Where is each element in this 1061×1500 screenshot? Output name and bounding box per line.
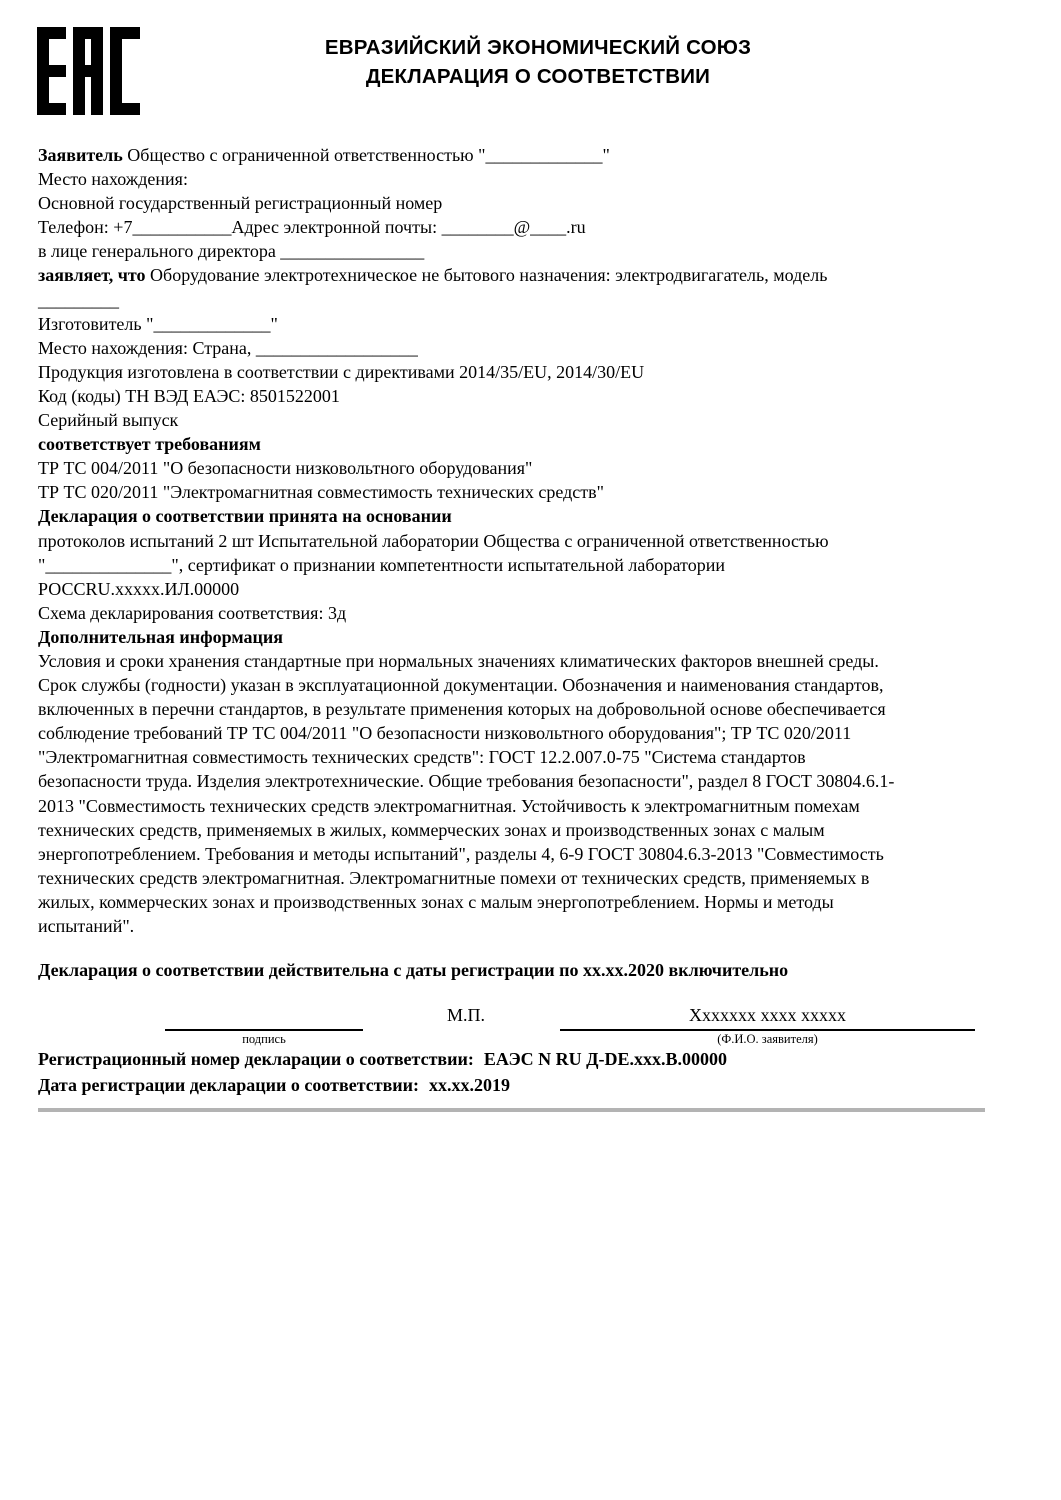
registration-date-label: Дата регистрации декларации о соответствии: bbox=[38, 1075, 420, 1095]
doc-line-additional-info: включенных в перечни стандартов, в результате применения которых на добровольной основе обеспечивается bbox=[38, 699, 886, 720]
doc-line-directives: Продукция изготовлена в соответствии с директивами 2014/35/EU, 2014/30/EU bbox=[38, 361, 645, 382]
applicant-name-caption: (Ф.И.О. заявителя) bbox=[717, 1032, 818, 1046]
doc-line-basis-heading: Декларация о соответствии принята на основании bbox=[38, 506, 452, 527]
stamp-place-label: М.П. bbox=[447, 1005, 486, 1025]
doc-line-additional-info: соблюдение требований ТР ТС 004/2011 "О безопасности низковольтного оборудования"; ТР ТС 020/2011 bbox=[38, 723, 852, 744]
document-body bbox=[38, 143, 1043, 938]
doc-line-lab-certificate: "______________", сертификат о признании компетентности испытательной лаборатории bbox=[38, 554, 725, 575]
doc-line-lab-number: РОССRU.ххххх.ИЛ.00000 bbox=[38, 578, 240, 599]
doc-line-manufacturer: Изготовитель "_____________" bbox=[38, 313, 278, 334]
doc-line-test-protocols: протоколов испытаний 2 шт Испытательной лаборатории Общества с ограниченной ответственностью bbox=[38, 530, 829, 551]
doc-line-additional-info: технических средств, применяемых в жилых, коммерческих зонах и производственных зонах с малым bbox=[38, 819, 825, 840]
registration-date-line bbox=[38, 1072, 1043, 1098]
doc-line-additional-info: жилых, коммерческих зонах и производственных зонах с малым энергопотреблением. Нормы и методы bbox=[38, 891, 834, 912]
registration-number-value: ЕАЭС N RU Д-DE.xxx.B.00000 bbox=[483, 1049, 728, 1069]
doc-line-tnved-code: Код (коды) ТН ВЭД ЕАЭС: 8501522001 bbox=[38, 385, 340, 406]
doc-line-tr-ts-004: ТР ТС 004/2011 "О безопасности низковольтного оборудования" bbox=[38, 458, 533, 479]
doc-line-additional-info-heading: Дополнительная информация bbox=[38, 626, 283, 647]
doc-line-declaration-scheme: Схема декларирования соответствия: 3д bbox=[38, 602, 347, 623]
doc-line-additional-info: Срок службы (годности) указан в эксплуатационной документации. Обозначения и наименования стандартов, bbox=[38, 675, 884, 696]
doc-line-location-label: Место нахождения: bbox=[38, 169, 188, 190]
registration-number-line bbox=[38, 1046, 1043, 1072]
applicant-name-placeholder: Ххххххх хххх ххххх bbox=[689, 1005, 846, 1025]
signature-line bbox=[165, 1029, 363, 1031]
doc-line-model-blank: _________ bbox=[38, 289, 119, 310]
registration-date-value: хх.хх.2019 bbox=[429, 1075, 511, 1095]
registration-block bbox=[38, 1046, 1043, 1098]
document-header bbox=[38, 33, 1038, 91]
doc-line-applicant: Заявитель Общество с ограниченной ответственностью "_____________" bbox=[38, 145, 610, 165]
doc-line-manufacturer-location: Место нахождения: Страна, __________________ bbox=[38, 337, 418, 358]
doc-line-additional-info: испытаний". bbox=[38, 916, 135, 936]
document-title: ДЕКЛАРАЦИЯ О СООТВЕТСТВИИ bbox=[365, 65, 711, 88]
registration-number-label: Регистрационный номер декларации о соответствии: bbox=[38, 1049, 474, 1069]
doc-line-ogrn: Основной государственный регистрационный номер bbox=[38, 193, 443, 214]
doc-line-complies-heading: соответствует требованиям bbox=[38, 434, 261, 455]
validity-statement: Декларация о соответствии действительна с даты регистрации по хх.хх.2020 включительно bbox=[38, 960, 789, 980]
doc-line-additional-info: "Электромагнитная совместимость технических средств": ГОСТ 12.2.007.0-75 "Система стандартов bbox=[38, 747, 806, 768]
doc-line-additional-info: безопасности труда. Изделия электротехнические. Общие требования безопасности", раздел 8 ГОСТ 30804.6.1- bbox=[38, 771, 895, 792]
doc-line-serial-production: Серийный выпуск bbox=[38, 410, 179, 431]
doc-line-tr-ts-020: ТР ТС 020/2011 "Электромагнитная совместимость технических средств" bbox=[38, 482, 604, 503]
union-title: ЕВРАЗИЙСКИЙ ЭКОНОМИЧЕСКИЙ СОЮЗ bbox=[324, 36, 752, 59]
doc-line-declares: заявляет, что Оборудование электротехническое не бытового назначения: электродвигагатель, модель bbox=[38, 265, 828, 286]
bottom-divider bbox=[38, 1108, 985, 1112]
doc-line-additional-info: технических средств электромагнитная. Электромагнитные помехи от технических средств, применяемых в bbox=[38, 867, 870, 888]
signature-block bbox=[0, 1004, 1061, 1052]
doc-line-additional-info: 2013 "Совместимость технических средств электромагнитная. Устойчивость к электромагнитным помехам bbox=[38, 795, 860, 816]
doc-line-additional-info: энергопотреблением. Требования и методы испытаний", разделы 4, 6-9 ГОСТ 30804.6.3-2013 "Совместимость bbox=[38, 843, 884, 864]
doc-line-phone-email: Телефон: +7___________Адрес электронной почты: ________@____.ru bbox=[38, 217, 586, 238]
doc-line-director: в лице генерального директора ________________ bbox=[38, 241, 425, 262]
applicant-name-line bbox=[560, 1029, 975, 1031]
doc-line-additional-info: Условия и сроки хранения стандартные при нормальных значениях климатических факторов внешней среды. bbox=[38, 650, 879, 671]
signature-caption: подпись bbox=[242, 1032, 286, 1046]
